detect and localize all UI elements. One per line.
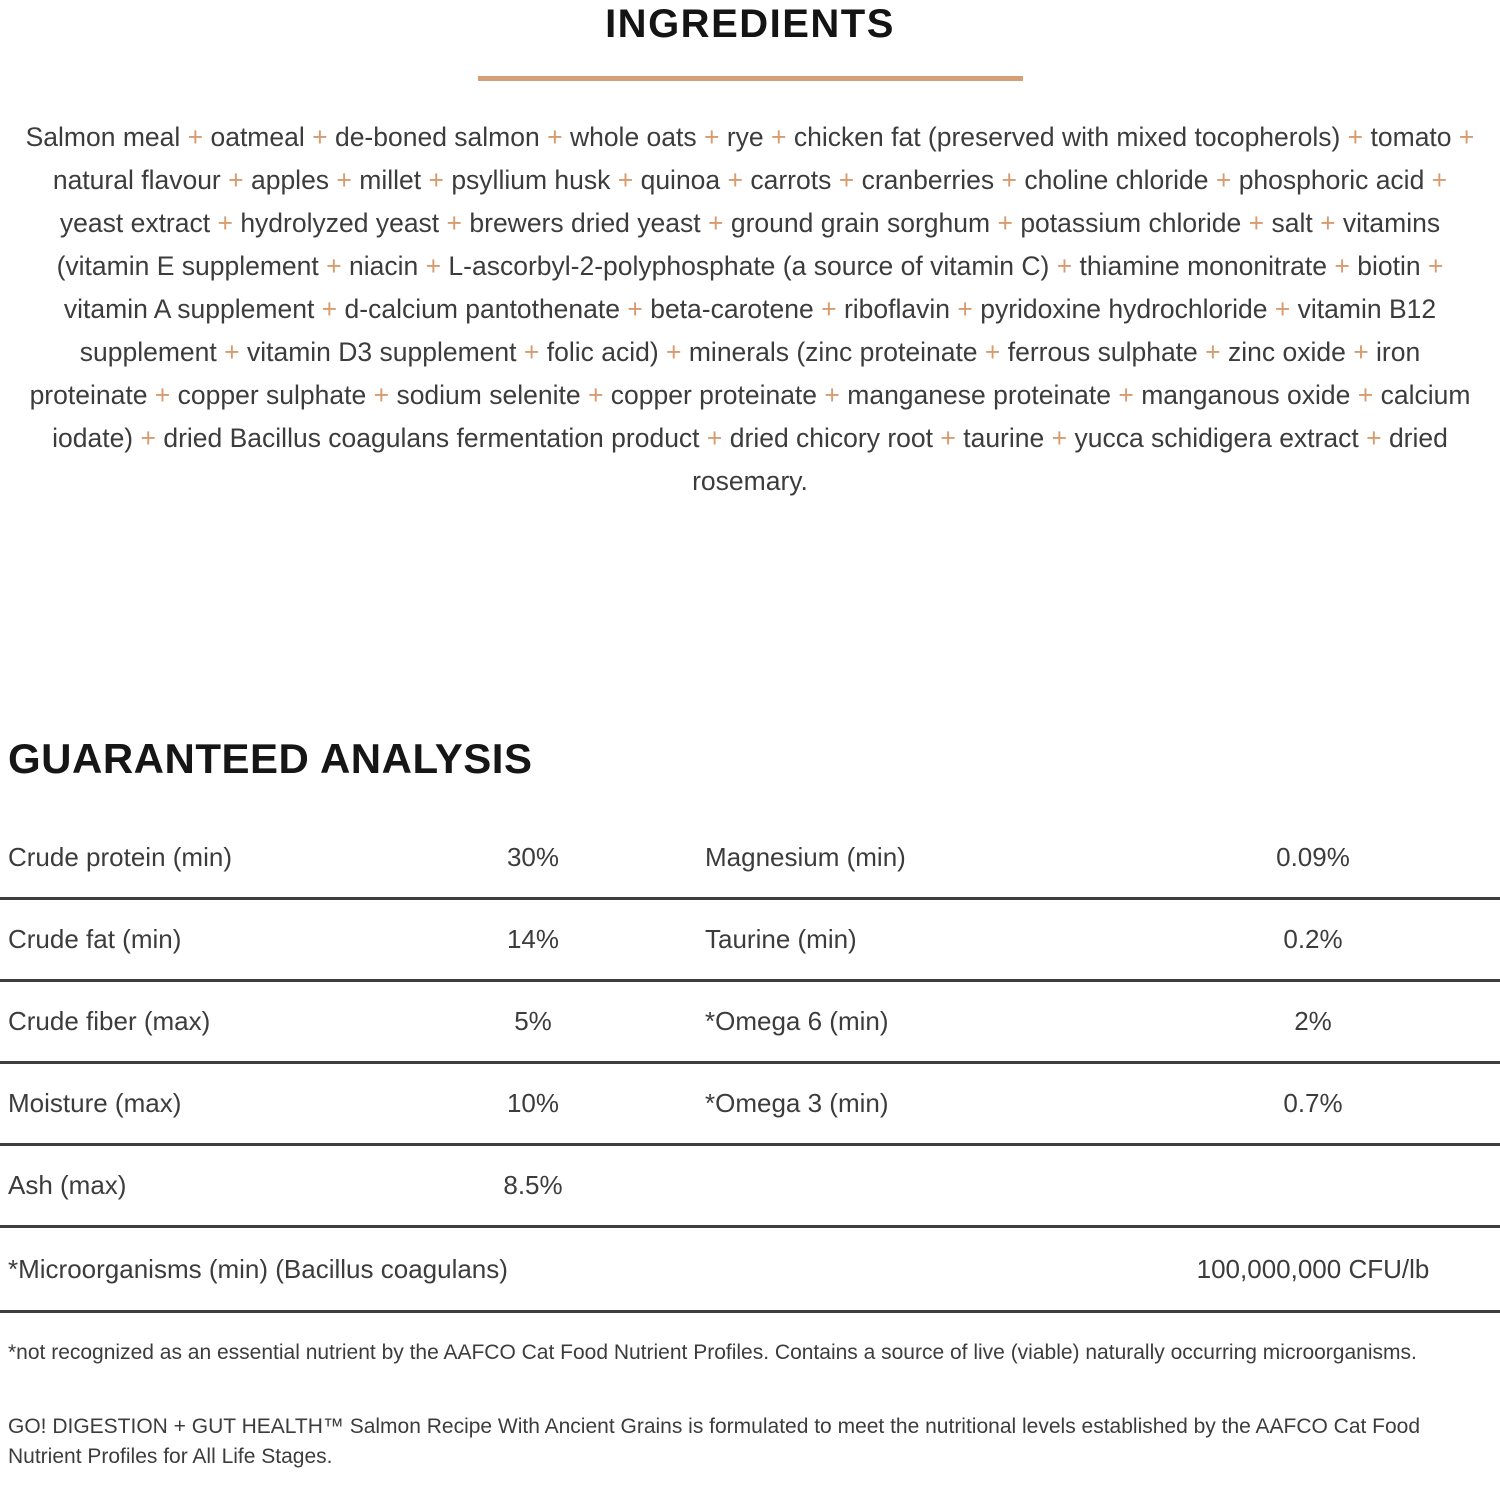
- ingredient-item: rye: [726, 122, 764, 152]
- ingredients-divider-line: [478, 76, 1023, 81]
- ingredient-item: dried Bacillus coagulans fermentation product: [163, 423, 700, 453]
- analysis-row: [0, 818, 1500, 900]
- nutrient-label: Taurine (min): [705, 924, 857, 954]
- plus-separator: +: [1312, 208, 1343, 238]
- ingredient-item: manganese proteinate: [847, 380, 1111, 410]
- plus-separator: +: [1044, 423, 1075, 453]
- analysis-row: [0, 982, 1500, 1064]
- ingredient-item: d-calcium pantothenate: [344, 294, 620, 324]
- ingredient-item: vitamins (vitamin E supplement: [56, 208, 1441, 281]
- ingredient-item: pyridoxine hydrochloride: [980, 294, 1268, 324]
- ingredient-item: tomato: [1370, 122, 1452, 152]
- ingredient-item: calcium iodate): [52, 380, 1471, 453]
- plus-separator: +: [1327, 251, 1358, 281]
- analysis-cell-left: [0, 1170, 705, 1201]
- plus-separator: +: [1208, 165, 1239, 195]
- ingredient-item: apples: [250, 165, 330, 195]
- formulation-statement: GO! DIGESTION + GUT HEALTH™ Salmon Recipe With Ancient Grains is formulated to meet the nutritional levels established by the AAFCO Cat Food Nutrient Profiles for All Life Stages.: [8, 1415, 1421, 1468]
- plus-separator: +: [180, 122, 211, 152]
- ingredient-item: millet: [359, 165, 422, 195]
- ingredient-item: ground grain sorghum: [730, 208, 991, 238]
- plus-separator: +: [977, 337, 1008, 367]
- ingredient-item: niacin: [348, 251, 419, 281]
- nutrient-value: 10%: [506, 1088, 560, 1118]
- plus-separator: +: [1049, 251, 1080, 281]
- plus-separator: +: [950, 294, 981, 324]
- plus-separator: +: [658, 337, 689, 367]
- plus-separator: +: [1340, 122, 1371, 152]
- ingredient-item: dried rosemary.: [692, 423, 1448, 496]
- ingredient-item: riboflavin: [843, 294, 950, 324]
- ingredient-item: potassium chloride: [1020, 208, 1242, 238]
- nutrient-label: Crude fiber (max): [8, 1006, 211, 1036]
- plus-separator: +: [314, 294, 345, 324]
- ingredient-item: cranberries: [861, 165, 995, 195]
- ingredient-item: L-ascorbyl-2-polyphosphate (a source of vitamin C): [448, 251, 1050, 281]
- plus-separator: +: [1424, 165, 1448, 195]
- analysis-cell-left: [0, 1088, 705, 1119]
- ingredient-item: natural flavour: [52, 165, 221, 195]
- ingredient-item: salt: [1271, 208, 1313, 238]
- plus-separator: +: [439, 208, 470, 238]
- plus-separator: +: [1345, 337, 1377, 367]
- plus-separator: +: [990, 208, 1021, 238]
- guaranteed-analysis-table: [0, 818, 1500, 1313]
- analysis-cell-left: [0, 842, 705, 873]
- plus-separator: +: [813, 294, 844, 324]
- nutrient-value: 8.5%: [503, 1170, 563, 1200]
- ingredient-item: sodium selenite: [396, 380, 581, 410]
- plus-separator: +: [1350, 380, 1381, 410]
- plus-separator: +: [1110, 380, 1142, 410]
- plus-separator: +: [1420, 251, 1444, 281]
- ingredient-item: zinc oxide: [1227, 337, 1346, 367]
- ingredient-item: de-boned salmon: [334, 122, 540, 152]
- plus-separator: +: [304, 122, 335, 152]
- ingredient-item: copper sulphate: [177, 380, 367, 410]
- aafco-asterisk-footnote: *not recognized as an essential nutrient by the AAFCO Cat Food Nutrient Profiles. Contains a source of live (viable) naturally occurring microorganisms.: [8, 1341, 1417, 1364]
- nutrient-label: Ash (max): [8, 1170, 127, 1200]
- ingredient-item: quinoa: [640, 165, 721, 195]
- plus-separator: +: [418, 251, 449, 281]
- nutrient-label: Crude fat (min): [8, 924, 182, 954]
- ingredient-item: choline chloride: [1024, 165, 1209, 195]
- guaranteed-analysis-title: GUARANTEED ANALYSIS: [8, 735, 533, 782]
- ingredient-item: thiamine mononitrate: [1079, 251, 1328, 281]
- guaranteed-analysis-section: [0, 735, 1500, 1472]
- ingredients-title: INGREDIENTS: [605, 2, 895, 46]
- nutrient-label: *Omega 3 (min): [705, 1088, 889, 1118]
- ingredient-item: chicken fat (preserved with mixed tocopherols): [793, 122, 1341, 152]
- plus-separator: +: [539, 122, 570, 152]
- nutrient-value: 100,000,000 CFU/lb: [1196, 1253, 1430, 1284]
- ingredient-item: yucca schidigera extract: [1074, 423, 1359, 453]
- plus-separator: +: [620, 294, 651, 324]
- ingredient-item: ferrous sulphate: [1007, 337, 1198, 367]
- nutrient-label: Magnesium (min): [705, 842, 906, 872]
- plus-separator: +: [220, 165, 251, 195]
- nutrient-label: *Omega 6 (min): [705, 1006, 889, 1036]
- plus-separator: +: [1358, 423, 1389, 453]
- ingredients-section: [0, 0, 1500, 503]
- ingredient-item: whole oats: [569, 122, 697, 152]
- analysis-cell-right: [705, 924, 1500, 955]
- ingredient-item: iron proteinate: [29, 337, 1421, 410]
- plus-separator: +: [610, 165, 641, 195]
- plus-separator: +: [421, 165, 452, 195]
- analysis-cell-left: [0, 1006, 705, 1037]
- ingredient-item: psyllium husk: [451, 165, 611, 195]
- plus-separator: +: [1267, 294, 1298, 324]
- ingredient-item: taurine: [963, 423, 1045, 453]
- ingredient-item: carrots: [750, 165, 832, 195]
- ingredient-item: yeast extract: [59, 208, 211, 238]
- plus-separator: +: [329, 165, 360, 195]
- plus-separator: +: [696, 122, 727, 152]
- nutrient-value: 0.2%: [1283, 924, 1343, 954]
- plus-separator: +: [147, 380, 178, 410]
- ingredient-item: manganous oxide: [1141, 380, 1351, 410]
- nutrient-value: 0.09%: [1276, 842, 1350, 872]
- analysis-cell-right: [705, 1006, 1500, 1037]
- analysis-row: [0, 1146, 1500, 1228]
- nutrient-value: 2%: [1294, 1006, 1332, 1036]
- nutrient-label: Moisture (max): [8, 1088, 182, 1118]
- plus-separator: +: [516, 337, 547, 367]
- ingredient-item: hydrolyzed yeast: [240, 208, 440, 238]
- ingredient-item: vitamin D3 supplement: [246, 337, 517, 367]
- plus-separator: +: [1241, 208, 1272, 238]
- ingredient-item: brewers dried yeast: [469, 208, 701, 238]
- ingredient-item: copper proteinate: [610, 380, 818, 410]
- plus-separator: +: [720, 165, 751, 195]
- ingredient-item: dried chicory root: [729, 423, 934, 453]
- plus-separator: +: [831, 165, 862, 195]
- ingredient-item: oatmeal: [210, 122, 305, 152]
- plus-separator: +: [1197, 337, 1228, 367]
- nutrient-value: 30%: [506, 842, 560, 872]
- plus-separator: +: [366, 380, 397, 410]
- ingredient-item: phosphoric acid: [1238, 165, 1425, 195]
- plus-separator: +: [699, 423, 730, 453]
- plus-separator: +: [994, 165, 1025, 195]
- plus-separator: +: [318, 251, 349, 281]
- ingredient-item: folic acid): [546, 337, 659, 367]
- plus-separator: +: [216, 337, 247, 367]
- ingredient-item: Salmon meal: [25, 122, 181, 152]
- analysis-row: [0, 1064, 1500, 1146]
- microorganisms-row: [0, 1228, 1500, 1313]
- nutrient-label: Crude protein (min): [8, 842, 232, 872]
- plus-separator: +: [210, 208, 241, 238]
- plus-separator: +: [933, 423, 964, 453]
- analysis-cell-right: [705, 842, 1500, 873]
- plus-separator: +: [817, 380, 848, 410]
- nutrient-label: *Microorganisms (min) (Bacillus coagulans): [8, 1253, 508, 1284]
- ingredient-item: vitamin A supplement: [63, 294, 315, 324]
- nutrient-value: 0.7%: [1283, 1088, 1343, 1118]
- nutrient-value: 14%: [506, 924, 560, 954]
- ingredients-text: [24, 116, 1476, 503]
- analysis-cell-right: [705, 1088, 1500, 1119]
- plus-separator: +: [133, 423, 164, 453]
- plus-separator: +: [580, 380, 611, 410]
- analysis-cell-left: [0, 924, 705, 955]
- plus-separator: +: [1451, 122, 1475, 152]
- ingredient-item: biotin: [1357, 251, 1421, 281]
- ingredient-item: beta-carotene: [650, 294, 814, 324]
- plus-separator: +: [700, 208, 731, 238]
- plus-separator: +: [763, 122, 794, 152]
- analysis-row: [0, 900, 1500, 982]
- ingredient-item: vitamin B12 supplement: [79, 294, 1437, 367]
- ingredient-item: minerals (zinc proteinate: [688, 337, 978, 367]
- nutrient-value: 5%: [514, 1006, 552, 1036]
